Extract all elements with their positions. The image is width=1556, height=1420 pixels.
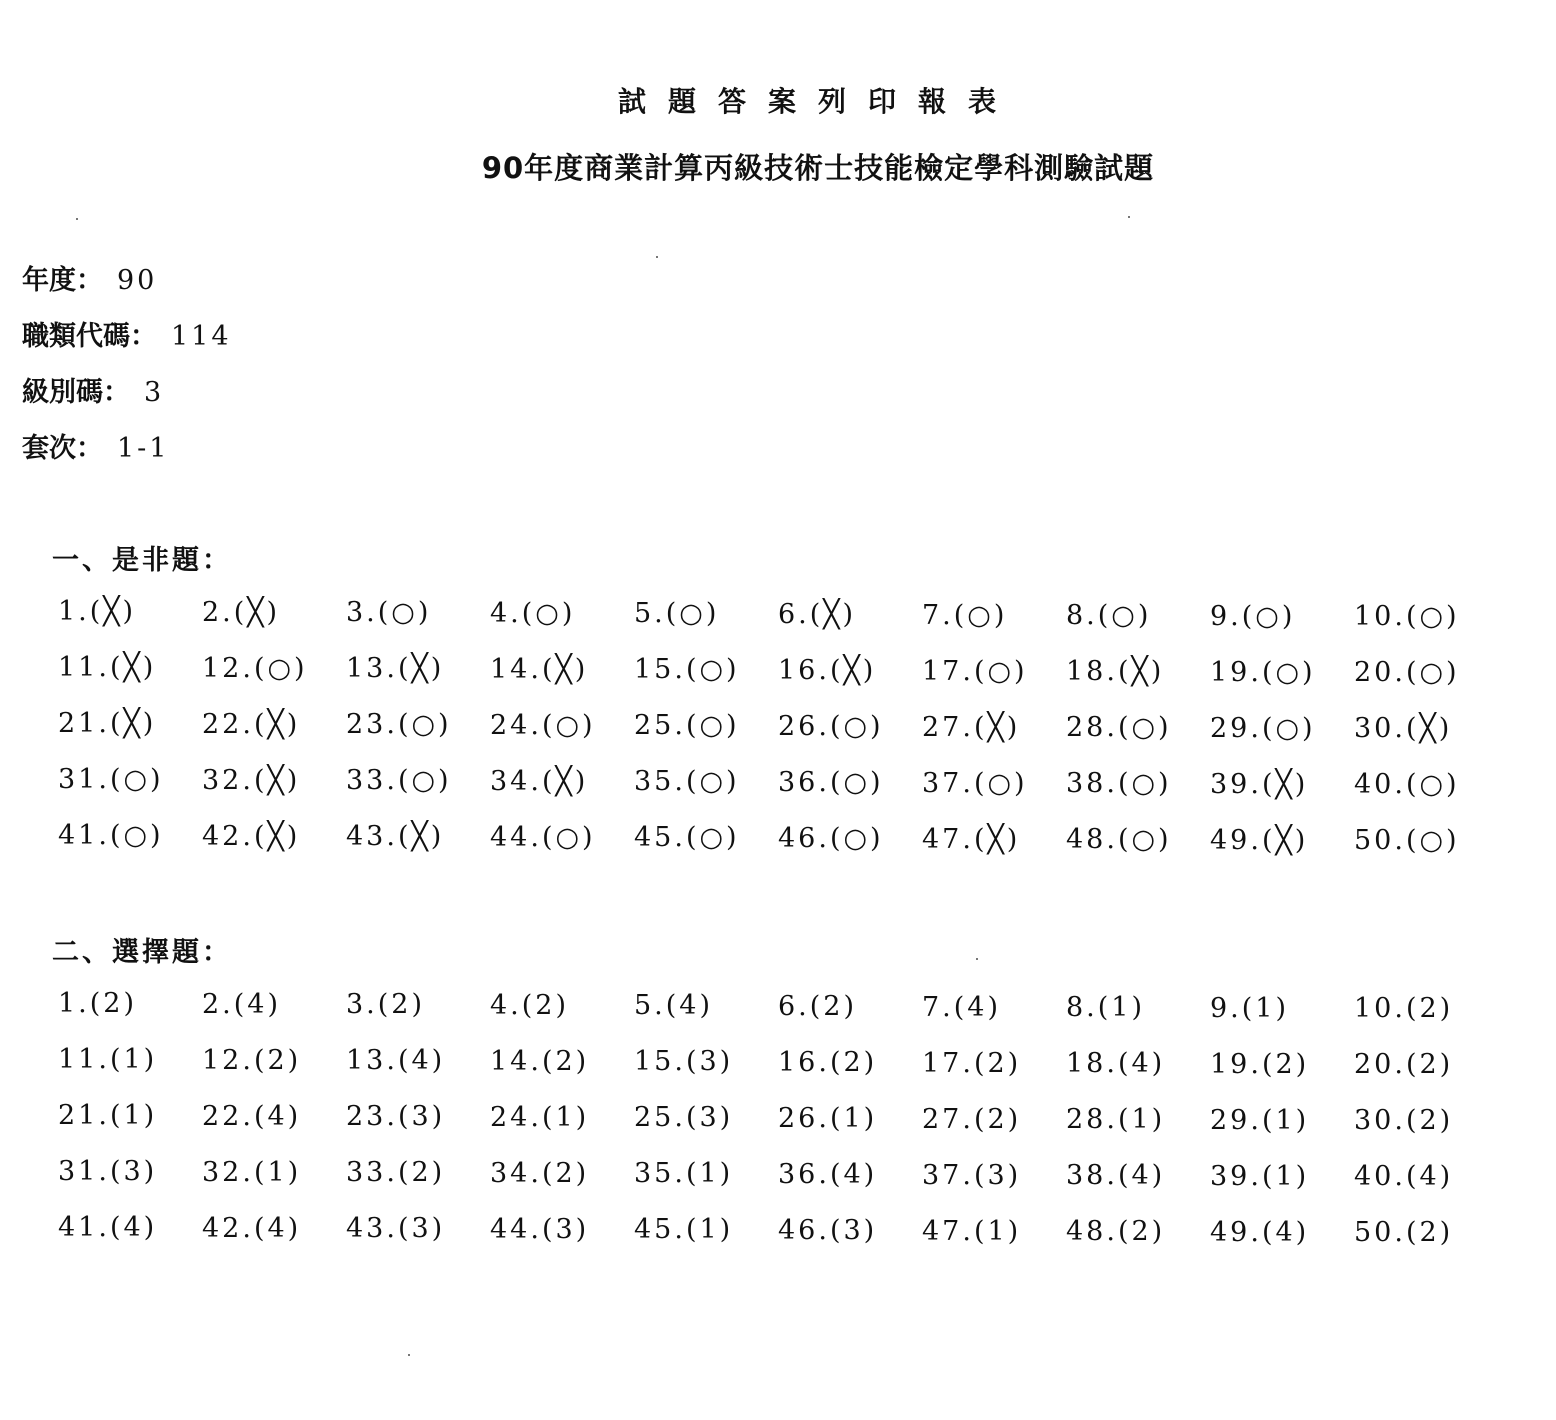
scan-speck [76, 218, 78, 220]
answer-item: 40.(4) [1354, 1161, 1454, 1193]
answer-item: 19.(2) [1210, 1048, 1310, 1080]
answer-item: 1.(╳) [58, 596, 137, 627]
answer-item: 13.(╳) [346, 653, 445, 685]
answer-item: 9.(1) [1210, 992, 1290, 1024]
answer-item: 27.(╳) [922, 711, 1021, 743]
answer-item: 14.(╳) [490, 653, 589, 685]
scan-speck [1128, 216, 1130, 218]
answer-item: 6.(╳) [778, 599, 857, 630]
answer-item: 16.(2) [778, 1047, 878, 1078]
answer-row [58, 652, 1498, 708]
answer-item: 32.(╳) [202, 764, 301, 796]
answer-item: 8.(1) [1066, 992, 1146, 1024]
answer-item: 22.(╳) [202, 708, 301, 740]
answer-item: 12.(2) [202, 1044, 302, 1076]
answer-item: 49.(4) [1210, 1216, 1310, 1248]
answer-item: 30.(╳) [1354, 713, 1453, 745]
answer-item: 50.(○) [1354, 825, 1460, 857]
answer-item: 20.(2) [1354, 1049, 1454, 1081]
info-value: 114 [171, 321, 232, 352]
info-category-code [22, 314, 232, 353]
info-label: 年度： [22, 265, 103, 296]
answer-item: 17.(2) [922, 1047, 1022, 1079]
answer-item: 17.(○) [922, 655, 1028, 687]
answer-item: 29.(○) [1210, 712, 1316, 744]
answer-item: 47.(╳) [922, 823, 1021, 855]
answer-item: 39.(1) [1210, 1160, 1310, 1192]
answer-item: 35.(1) [634, 1158, 734, 1190]
answer-item: 22.(4) [202, 1100, 302, 1132]
exam-subtitle: 90年度商業計算丙級技術士技能檢定學科測驗試題 [481, 151, 1155, 185]
scan-speck [656, 256, 658, 258]
answer-item: 34.(╳) [490, 765, 589, 797]
answer-item: 21.(╳) [58, 708, 157, 739]
answer-item: 11.(1) [58, 1044, 158, 1075]
answer-item: 23.(○) [346, 709, 452, 741]
answer-item: 5.(○) [634, 598, 720, 630]
answer-item: 42.(4) [202, 1212, 302, 1244]
answer-item: 15.(○) [634, 654, 740, 686]
info-value: 3 [144, 377, 165, 408]
answer-row [58, 1044, 1498, 1100]
answer-item: 27.(2) [922, 1103, 1022, 1135]
answer-row [58, 1212, 1498, 1268]
answer-item: 23.(3) [346, 1101, 446, 1133]
answer-item: 50.(2) [1354, 1217, 1454, 1249]
info-label: 套次： [22, 433, 103, 464]
answer-item: 10.(○) [1354, 601, 1460, 633]
answer-item: 41.(4) [58, 1212, 158, 1243]
answer-item: 4.(○) [490, 597, 576, 629]
answer-item: 36.(4) [778, 1159, 878, 1190]
answer-item: 30.(2) [1354, 1105, 1454, 1137]
info-set-number [22, 426, 169, 465]
answer-item: 16.(╳) [778, 655, 877, 686]
info-value: 90 [117, 265, 158, 296]
answer-item: 33.(○) [346, 765, 452, 797]
answer-item: 9.(○) [1210, 600, 1296, 632]
scan-speck [408, 1354, 410, 1356]
answer-item: 48.(2) [1066, 1216, 1166, 1248]
answer-item: 37.(○) [922, 767, 1028, 799]
answer-item: 39.(╳) [1210, 768, 1309, 800]
answer-item: 45.(○) [634, 822, 740, 854]
answer-item: 15.(3) [634, 1046, 734, 1078]
info-level-code [22, 370, 164, 409]
answer-row [58, 988, 1498, 1044]
answer-row [58, 820, 1498, 876]
answer-item: 38.(○) [1066, 768, 1172, 800]
info-label: 職類代碼： [22, 321, 157, 352]
answer-item: 26.(○) [778, 711, 884, 742]
answer-item: 7.(4) [922, 991, 1002, 1023]
answer-item: 42.(╳) [202, 820, 301, 852]
answer-item: 29.(1) [1210, 1104, 1310, 1136]
answer-item: 34.(2) [490, 1157, 590, 1189]
answer-item: 32.(1) [202, 1156, 302, 1188]
info-year [22, 258, 157, 297]
answer-item: 3.(○) [346, 597, 432, 629]
answer-row [58, 596, 1498, 652]
answer-item: 12.(○) [202, 652, 308, 684]
answer-item: 21.(1) [58, 1100, 158, 1131]
answer-item: 14.(2) [490, 1045, 590, 1077]
answer-row [58, 1156, 1498, 1212]
answer-item: 45.(1) [634, 1214, 734, 1246]
answer-item: 24.(○) [490, 709, 596, 741]
answer-item: 35.(○) [634, 766, 740, 798]
answer-item: 1.(2) [58, 988, 138, 1019]
answer-grid-multiple-choice [58, 988, 1498, 1268]
answer-item: 6.(2) [778, 991, 858, 1022]
answer-item: 28.(○) [1066, 712, 1172, 744]
answer-item: 18.(╳) [1066, 656, 1165, 688]
answer-item: 41.(○) [58, 820, 164, 851]
scan-speck [976, 958, 978, 960]
answer-item: 10.(2) [1354, 993, 1454, 1025]
answer-item: 5.(4) [634, 990, 714, 1022]
answer-item: 2.(╳) [202, 596, 281, 628]
answer-item: 20.(○) [1354, 657, 1460, 689]
answer-item: 19.(○) [1210, 656, 1316, 688]
answer-row [58, 1100, 1498, 1156]
answer-item: 43.(╳) [346, 821, 445, 853]
answer-item: 33.(2) [346, 1157, 446, 1189]
answer-item: 18.(4) [1066, 1048, 1166, 1080]
answer-item: 38.(4) [1066, 1160, 1166, 1192]
answer-item: 47.(1) [922, 1215, 1022, 1247]
answer-item: 11.(╳) [58, 652, 157, 683]
answer-item: 8.(○) [1066, 600, 1152, 632]
answer-item: 36.(○) [778, 767, 884, 798]
answer-item: 48.(○) [1066, 824, 1172, 856]
answer-row [58, 764, 1498, 820]
answer-item: 46.(○) [778, 823, 884, 854]
answer-item: 40.(○) [1354, 769, 1460, 801]
answer-item: 7.(○) [922, 599, 1008, 631]
section-heading-multiple-choice: 二、選擇題： [52, 937, 232, 968]
answer-item: 31.(○) [58, 764, 164, 795]
answer-item: 43.(3) [346, 1213, 446, 1245]
answer-item: 28.(1) [1066, 1104, 1166, 1136]
answer-item: 44.(○) [490, 821, 596, 853]
answer-item: 26.(1) [778, 1103, 878, 1134]
answer-item: 46.(3) [778, 1215, 878, 1246]
info-value: 1-1 [117, 433, 170, 464]
answer-item: 3.(2) [346, 989, 426, 1021]
section-heading-true-false: 一、是非題： [52, 545, 232, 576]
answer-row [58, 708, 1498, 764]
answer-grid-true-false [58, 596, 1498, 876]
answer-item: 4.(2) [490, 989, 570, 1021]
answer-item: 31.(3) [58, 1156, 158, 1187]
answer-item: 2.(4) [202, 988, 282, 1020]
answer-item: 25.(3) [634, 1102, 734, 1134]
report-title: 試題答案列印報表 [617, 85, 1018, 118]
answer-item: 44.(3) [490, 1213, 590, 1245]
answer-item: 37.(3) [922, 1159, 1022, 1191]
answer-item: 25.(○) [634, 710, 740, 742]
answer-item: 49.(╳) [1210, 824, 1309, 856]
info-label: 級別碼： [22, 377, 130, 408]
answer-item: 13.(4) [346, 1045, 446, 1077]
answer-item: 24.(1) [490, 1101, 590, 1133]
